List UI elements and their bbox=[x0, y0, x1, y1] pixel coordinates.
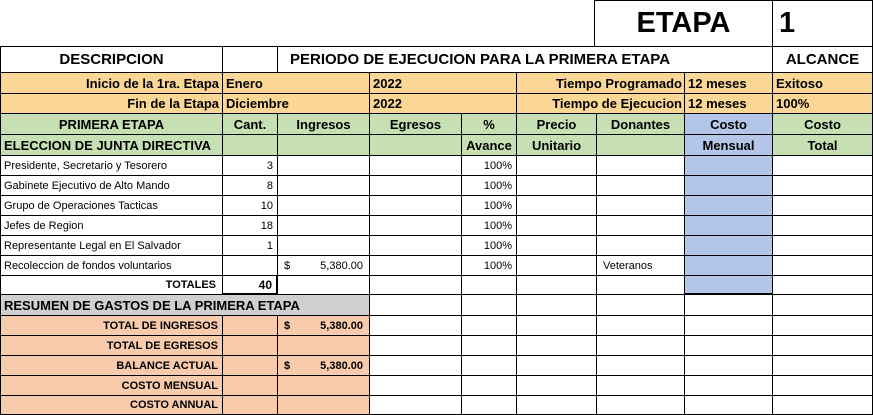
alcance-pct: 100% bbox=[776, 96, 810, 111]
row-costo-total[interactable] bbox=[772, 255, 873, 275]
row-desc[interactable] bbox=[0, 155, 222, 175]
row-cant[interactable] bbox=[222, 195, 277, 215]
row-precio[interactable] bbox=[516, 235, 596, 255]
alcance-pct-cell[interactable] bbox=[772, 93, 873, 113]
empty-cell[interactable] bbox=[596, 395, 684, 415]
alcance-header[interactable] bbox=[772, 46, 873, 72]
col-mensual[interactable] bbox=[684, 134, 772, 155]
col-costo-text: Costo bbox=[710, 116, 747, 132]
row-donantes[interactable] bbox=[596, 195, 684, 215]
row-desc-text: Gabinete Ejecutivo de Alto Mando bbox=[4, 179, 170, 192]
row-costo-mensual[interactable] bbox=[684, 275, 772, 294]
row-pct[interactable] bbox=[461, 255, 516, 275]
empty-cell[interactable] bbox=[369, 315, 461, 335]
col-precio[interactable] bbox=[516, 113, 596, 134]
col-avance[interactable] bbox=[461, 134, 516, 155]
col-costo-total[interactable] bbox=[772, 113, 873, 134]
empty-cell[interactable] bbox=[516, 395, 596, 415]
inicio-label: Inicio de la 1ra. Etapa bbox=[86, 75, 219, 91]
inicio-mes-cell[interactable] bbox=[222, 72, 369, 93]
resumen-label[interactable] bbox=[0, 395, 222, 415]
empty-cell[interactable] bbox=[684, 315, 772, 335]
empty-cell[interactable] bbox=[596, 294, 684, 315]
row-desc-text: Jefes de Region bbox=[4, 219, 84, 232]
row-egresos[interactable] bbox=[369, 195, 461, 215]
row-cant-text: 10 bbox=[260, 199, 273, 212]
resumen-label-text: BALANCE ACTUAL bbox=[116, 359, 218, 372]
inicio-label-cell[interactable] bbox=[0, 72, 222, 93]
row-desc-text: Representante Legal en El Salvador bbox=[4, 239, 181, 252]
row-pct-text: 100% bbox=[483, 219, 512, 232]
row-pct[interactable] bbox=[461, 235, 516, 255]
row-desc-text: Grupo de Operaciones Tacticas bbox=[4, 199, 158, 212]
row-desc[interactable] bbox=[0, 215, 222, 235]
row-desc-text: Recoleccion de fondos voluntarios bbox=[4, 259, 172, 272]
empty-cell[interactable] bbox=[596, 355, 684, 375]
empty-cell[interactable] bbox=[596, 315, 684, 335]
resumen-value[interactable] bbox=[277, 395, 369, 415]
empty-cell[interactable] bbox=[684, 375, 772, 395]
empty-cell[interactable] bbox=[772, 294, 873, 315]
resumen-label[interactable] bbox=[0, 355, 222, 375]
row-cant[interactable] bbox=[222, 155, 277, 175]
currency-symbol: $ bbox=[284, 259, 291, 272]
row-costo-mensual[interactable] bbox=[684, 195, 772, 215]
empty-cell[interactable] bbox=[222, 315, 277, 335]
empty-cell[interactable] bbox=[684, 335, 772, 355]
row-costo-total[interactable] bbox=[772, 195, 873, 215]
empty-cell[interactable] bbox=[684, 395, 772, 415]
row-costo-total[interactable] bbox=[772, 235, 873, 255]
empty-cell[interactable] bbox=[277, 275, 369, 294]
row-egresos[interactable] bbox=[369, 175, 461, 195]
empty-cell[interactable] bbox=[369, 395, 461, 415]
empty-cell[interactable] bbox=[772, 275, 873, 294]
empty-cell[interactable] bbox=[369, 134, 461, 155]
col-donantes[interactable] bbox=[596, 113, 684, 134]
col-pct-text: % bbox=[483, 116, 495, 132]
col-ingresos-text: Ingresos bbox=[296, 116, 351, 132]
empty-cell[interactable] bbox=[461, 294, 516, 315]
fin-anio: 2022 bbox=[373, 96, 402, 111]
row-costo-mensual[interactable] bbox=[684, 155, 772, 175]
col-total-text: Total bbox=[807, 137, 838, 153]
row-precio[interactable] bbox=[516, 255, 596, 275]
row-costo-mensual[interactable] bbox=[684, 215, 772, 235]
row-egresos[interactable] bbox=[369, 215, 461, 235]
row-donantes-text: Veteranos bbox=[603, 259, 653, 272]
section-eleccion-text: ELECCION DE JUNTA DIRECTIVA bbox=[4, 137, 212, 153]
empty-cell[interactable] bbox=[277, 134, 369, 155]
inicio-anio-cell[interactable] bbox=[369, 72, 516, 93]
col-donantes-text: Donantes bbox=[610, 116, 671, 132]
empty-cell[interactable] bbox=[222, 335, 277, 355]
empty-cell[interactable] bbox=[516, 355, 596, 375]
empty-cell[interactable] bbox=[596, 335, 684, 355]
tiempo-ejecucion-label: Tiempo de Ejecucion bbox=[552, 96, 682, 111]
etapa-label: ETAPA bbox=[636, 7, 731, 39]
row-pct-text: 100% bbox=[483, 179, 512, 192]
row-pct-text: 100% bbox=[483, 239, 512, 252]
col-pct[interactable] bbox=[461, 113, 516, 134]
row-costo-mensual[interactable] bbox=[684, 235, 772, 255]
row-cant-text: 1 bbox=[266, 239, 273, 252]
empty-cell[interactable] bbox=[222, 395, 277, 415]
row-egresos[interactable] bbox=[369, 255, 461, 275]
empty-cell[interactable] bbox=[369, 375, 461, 395]
col-unitario[interactable] bbox=[516, 134, 596, 155]
col-egresos[interactable] bbox=[369, 113, 461, 134]
empty-cell[interactable] bbox=[516, 375, 596, 395]
totales-label: TOTALES bbox=[165, 279, 216, 291]
col-precio-text: Precio bbox=[536, 116, 577, 132]
row-egresos[interactable] bbox=[369, 155, 461, 175]
row-ingresos[interactable] bbox=[277, 195, 369, 215]
totales-value-cell[interactable] bbox=[222, 275, 277, 294]
row-cant-text: 3 bbox=[266, 159, 273, 172]
empty-cell[interactable] bbox=[684, 355, 772, 375]
tiempo-programado-value-cell[interactable] bbox=[684, 72, 772, 93]
row-desc[interactable] bbox=[0, 235, 222, 255]
row-costo-mensual[interactable] bbox=[684, 255, 772, 275]
resumen-label-text: COSTO ANNUAL bbox=[130, 399, 218, 411]
resumen-label[interactable] bbox=[0, 375, 222, 395]
col-mensual-text: Mensual bbox=[702, 137, 755, 153]
row-desc[interactable] bbox=[0, 195, 222, 215]
empty-cell[interactable] bbox=[772, 335, 873, 355]
currency-symbol: $ bbox=[284, 319, 291, 332]
totales-value: 40 bbox=[258, 277, 272, 292]
col-costo-total-text: Costo bbox=[804, 116, 841, 132]
resumen-title-text: RESUMEN DE GASTOS DE LA PRIMERA ETAPA bbox=[4, 297, 300, 313]
resumen-value[interactable] bbox=[277, 355, 369, 375]
empty-cell[interactable] bbox=[596, 375, 684, 395]
row-desc-text: Presidente, Secretario y Tesorero bbox=[4, 159, 168, 172]
row-ingresos[interactable] bbox=[277, 155, 369, 175]
row-cant[interactable] bbox=[222, 215, 277, 235]
periodo-header[interactable] bbox=[277, 46, 772, 72]
col-costo-mensual[interactable] bbox=[684, 113, 772, 134]
empty-cell[interactable] bbox=[772, 395, 873, 415]
empty-cell[interactable] bbox=[369, 294, 461, 315]
alcance-text: ALCANCE bbox=[785, 51, 860, 68]
fin-mes-cell[interactable] bbox=[222, 93, 369, 113]
row-ingresos[interactable] bbox=[277, 235, 369, 255]
row-precio[interactable] bbox=[516, 175, 596, 195]
row-pct-text: 100% bbox=[483, 159, 512, 172]
col-ingresos[interactable] bbox=[277, 113, 369, 134]
resumen-value[interactable] bbox=[277, 335, 369, 355]
row-desc[interactable] bbox=[0, 175, 222, 195]
empty-cell[interactable] bbox=[222, 355, 277, 375]
row-costo-total[interactable] bbox=[772, 175, 873, 195]
inicio-mes: Enero bbox=[226, 75, 263, 91]
empty-cell[interactable] bbox=[461, 275, 516, 294]
empty-cell[interactable] bbox=[596, 134, 684, 155]
resumen-value-text: 5,380.00 bbox=[320, 319, 363, 332]
row-donantes[interactable] bbox=[596, 155, 684, 175]
col-total[interactable] bbox=[772, 134, 873, 155]
resumen-value[interactable] bbox=[277, 315, 369, 335]
empty-cell[interactable] bbox=[222, 375, 277, 395]
empty-cell[interactable] bbox=[222, 46, 277, 72]
row-ingresos[interactable] bbox=[277, 215, 369, 235]
col-avance-text: Avance bbox=[466, 137, 512, 153]
row-precio[interactable] bbox=[516, 195, 596, 215]
row-donantes[interactable] bbox=[596, 175, 684, 195]
row-precio[interactable] bbox=[516, 215, 596, 235]
row-costo-total[interactable] bbox=[772, 155, 873, 175]
currency-symbol: $ bbox=[284, 359, 291, 372]
row-donantes[interactable] bbox=[596, 215, 684, 235]
col-egresos-text: Egresos bbox=[389, 116, 442, 132]
fin-label-cell[interactable] bbox=[0, 93, 222, 113]
row-cant[interactable] bbox=[222, 175, 277, 195]
row-ingresos-value: 5,380.00 bbox=[320, 259, 363, 272]
row-cant-text: 8 bbox=[266, 179, 273, 192]
row-pct-text: 100% bbox=[483, 199, 512, 212]
empty-cell[interactable] bbox=[516, 275, 596, 294]
empty-cell[interactable] bbox=[369, 335, 461, 355]
inicio-anio: 2022 bbox=[373, 75, 402, 91]
row-donantes[interactable] bbox=[596, 235, 684, 255]
empty-cell[interactable] bbox=[369, 275, 461, 294]
row-cant[interactable] bbox=[222, 235, 277, 255]
row-costo-mensual[interactable] bbox=[684, 175, 772, 195]
descripcion-text: DESCRIPCION bbox=[59, 51, 164, 68]
etapa-number-cell[interactable] bbox=[772, 0, 873, 46]
periodo-text: PERIODO DE EJECUCION PARA LA PRIMERA ETAPA bbox=[290, 51, 671, 68]
row-cant[interactable] bbox=[222, 255, 277, 275]
tiempo-ejecucion-value-cell[interactable] bbox=[684, 93, 772, 113]
resumen-label-text: TOTAL DE INGRESOS bbox=[103, 319, 218, 332]
alcance-value: Exitoso bbox=[776, 75, 823, 91]
empty-cell[interactable] bbox=[772, 375, 873, 395]
empty-cell[interactable] bbox=[369, 355, 461, 375]
resumen-value[interactable] bbox=[277, 375, 369, 395]
resumen-label-text: COSTO MENSUAL bbox=[121, 379, 218, 392]
row-costo-total[interactable] bbox=[772, 215, 873, 235]
empty-cell[interactable] bbox=[772, 315, 873, 335]
empty-cell[interactable] bbox=[461, 355, 516, 375]
row-ingresos[interactable] bbox=[277, 175, 369, 195]
alcance-value-cell[interactable] bbox=[772, 72, 873, 93]
tiempo-ejecucion-value: 12 meses bbox=[688, 96, 747, 111]
fin-mes: Diciembre bbox=[226, 96, 289, 111]
empty-cell[interactable] bbox=[461, 315, 516, 335]
resumen-label[interactable] bbox=[0, 335, 222, 355]
fin-label: Fin de la Etapa bbox=[127, 96, 219, 111]
row-pct-text: 100% bbox=[483, 259, 512, 272]
resumen-label-text: TOTAL DE EGRESOS bbox=[106, 339, 218, 352]
resumen-title[interactable] bbox=[0, 294, 369, 315]
totales-cell[interactable] bbox=[0, 275, 222, 294]
section-eleccion[interactable] bbox=[0, 134, 222, 155]
tiempo-ejecucion-label-cell[interactable] bbox=[516, 93, 684, 113]
row-precio[interactable] bbox=[516, 155, 596, 175]
empty-cell[interactable] bbox=[516, 315, 596, 335]
col-primera-etapa-text: PRIMERA ETAPA bbox=[58, 116, 165, 132]
empty-cell[interactable] bbox=[684, 294, 772, 315]
row-donantes[interactable] bbox=[596, 255, 684, 275]
descripcion-header[interactable] bbox=[0, 46, 222, 72]
row-pct[interactable] bbox=[461, 195, 516, 215]
etapa-number: 1 bbox=[779, 7, 796, 39]
empty-cell[interactable] bbox=[461, 375, 516, 395]
empty-cell[interactable] bbox=[222, 134, 277, 155]
empty-cell[interactable] bbox=[461, 395, 516, 415]
col-unitario-text: Unitario bbox=[531, 137, 582, 153]
resumen-label[interactable] bbox=[0, 315, 222, 335]
empty-cell[interactable] bbox=[516, 335, 596, 355]
row-cant-text: 18 bbox=[260, 219, 273, 232]
tiempo-programado-value: 12 meses bbox=[688, 75, 747, 91]
tiempo-programado-label-cell[interactable] bbox=[516, 72, 684, 93]
row-ingresos[interactable] bbox=[277, 255, 369, 275]
col-primera-etapa[interactable] bbox=[0, 113, 222, 134]
row-egresos[interactable] bbox=[369, 235, 461, 255]
resumen-value-text: 5,380.00 bbox=[320, 359, 363, 372]
row-pct[interactable] bbox=[461, 175, 516, 195]
fin-anio-cell[interactable] bbox=[369, 93, 516, 113]
empty-cell[interactable] bbox=[596, 275, 684, 294]
col-cant[interactable] bbox=[222, 113, 277, 134]
col-cant-text: Cant. bbox=[233, 116, 267, 132]
empty-cell[interactable] bbox=[516, 294, 596, 315]
row-pct[interactable] bbox=[461, 215, 516, 235]
empty-cell[interactable] bbox=[772, 355, 873, 375]
row-pct[interactable] bbox=[461, 155, 516, 175]
row-desc[interactable] bbox=[0, 255, 222, 275]
tiempo-programado-label: Tiempo Programado bbox=[555, 75, 682, 91]
etapa-label-cell[interactable] bbox=[594, 0, 772, 46]
empty-cell[interactable] bbox=[461, 335, 516, 355]
